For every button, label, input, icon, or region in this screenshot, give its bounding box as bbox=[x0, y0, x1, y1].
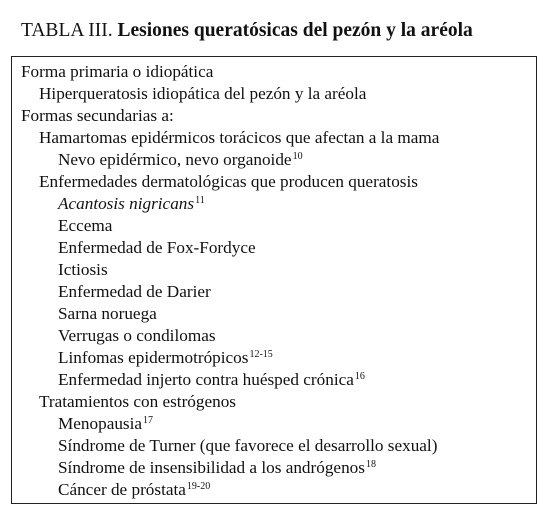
row-text: Linfomas epidermotrópicos bbox=[58, 348, 249, 367]
table-row bbox=[12, 193, 536, 215]
row-text: Formas secundarias a: bbox=[21, 106, 174, 125]
table-row bbox=[12, 325, 536, 347]
table-row bbox=[12, 149, 536, 171]
reference-number: 12-15 bbox=[249, 349, 273, 360]
row-text: Sarna noruega bbox=[58, 304, 157, 323]
row-text: Forma primaria o idiopática bbox=[21, 62, 214, 81]
reference-number: 17 bbox=[143, 415, 154, 426]
row-text: Enfermedad injerto contra huésped crónica bbox=[58, 370, 354, 389]
row-text: Verrugas o condilomas bbox=[58, 326, 216, 345]
row-text: Enfermedades dermatológicas que producen queratosis bbox=[39, 172, 418, 191]
table-row bbox=[12, 281, 536, 303]
row-text: Nevo epidérmico, nevo organoide bbox=[58, 150, 292, 169]
table-row bbox=[12, 127, 536, 149]
table-row bbox=[12, 83, 536, 105]
reference-number: 16 bbox=[354, 371, 365, 382]
row-text: Síndrome de Turner (que favorece el desarrollo sexual) bbox=[58, 436, 438, 455]
row-text: Síndrome de insensibilidad a los andrógenos bbox=[58, 458, 365, 477]
table-title: Lesiones queratósicas del pezón y la aréola bbox=[117, 20, 473, 41]
row-text: Hamartomas epidérmicos torácicos que afectan a la mama bbox=[39, 128, 440, 147]
table-row bbox=[12, 171, 536, 193]
row-text: Enfermedad de Darier bbox=[58, 282, 211, 301]
table-caption bbox=[21, 19, 473, 43]
table-row bbox=[12, 303, 536, 325]
table-box bbox=[11, 56, 537, 504]
row-text: Tratamientos con estrógenos bbox=[39, 392, 236, 411]
table-row bbox=[12, 61, 536, 83]
table-rows bbox=[12, 61, 536, 501]
row-text: Acantosis nigricans bbox=[58, 194, 195, 213]
row-text: Cáncer de próstata bbox=[58, 480, 186, 499]
table-row bbox=[12, 435, 536, 457]
row-text: Menopausia bbox=[58, 414, 143, 433]
row-text: Eccema bbox=[58, 216, 113, 235]
row-text: Ictiosis bbox=[58, 260, 108, 279]
row-text: Enfermedad de Fox-Fordyce bbox=[58, 238, 256, 257]
table-row bbox=[12, 347, 536, 369]
reference-number: 10 bbox=[292, 151, 303, 162]
reference-number: 18 bbox=[365, 459, 376, 470]
table-row bbox=[12, 259, 536, 281]
reference-number: 19-20 bbox=[186, 481, 211, 492]
table-row bbox=[12, 479, 536, 501]
reference-number: 11 bbox=[195, 195, 205, 206]
table-row bbox=[12, 105, 536, 127]
table-number: TABLA III. bbox=[21, 20, 113, 41]
row-text: Hiperqueratosis idiopática del pezón y la aréola bbox=[39, 84, 367, 103]
table-row bbox=[12, 237, 536, 259]
table-row bbox=[12, 215, 536, 237]
table-row bbox=[12, 391, 536, 413]
table-row bbox=[12, 413, 536, 435]
table-row bbox=[12, 457, 536, 479]
table-row bbox=[12, 369, 536, 391]
